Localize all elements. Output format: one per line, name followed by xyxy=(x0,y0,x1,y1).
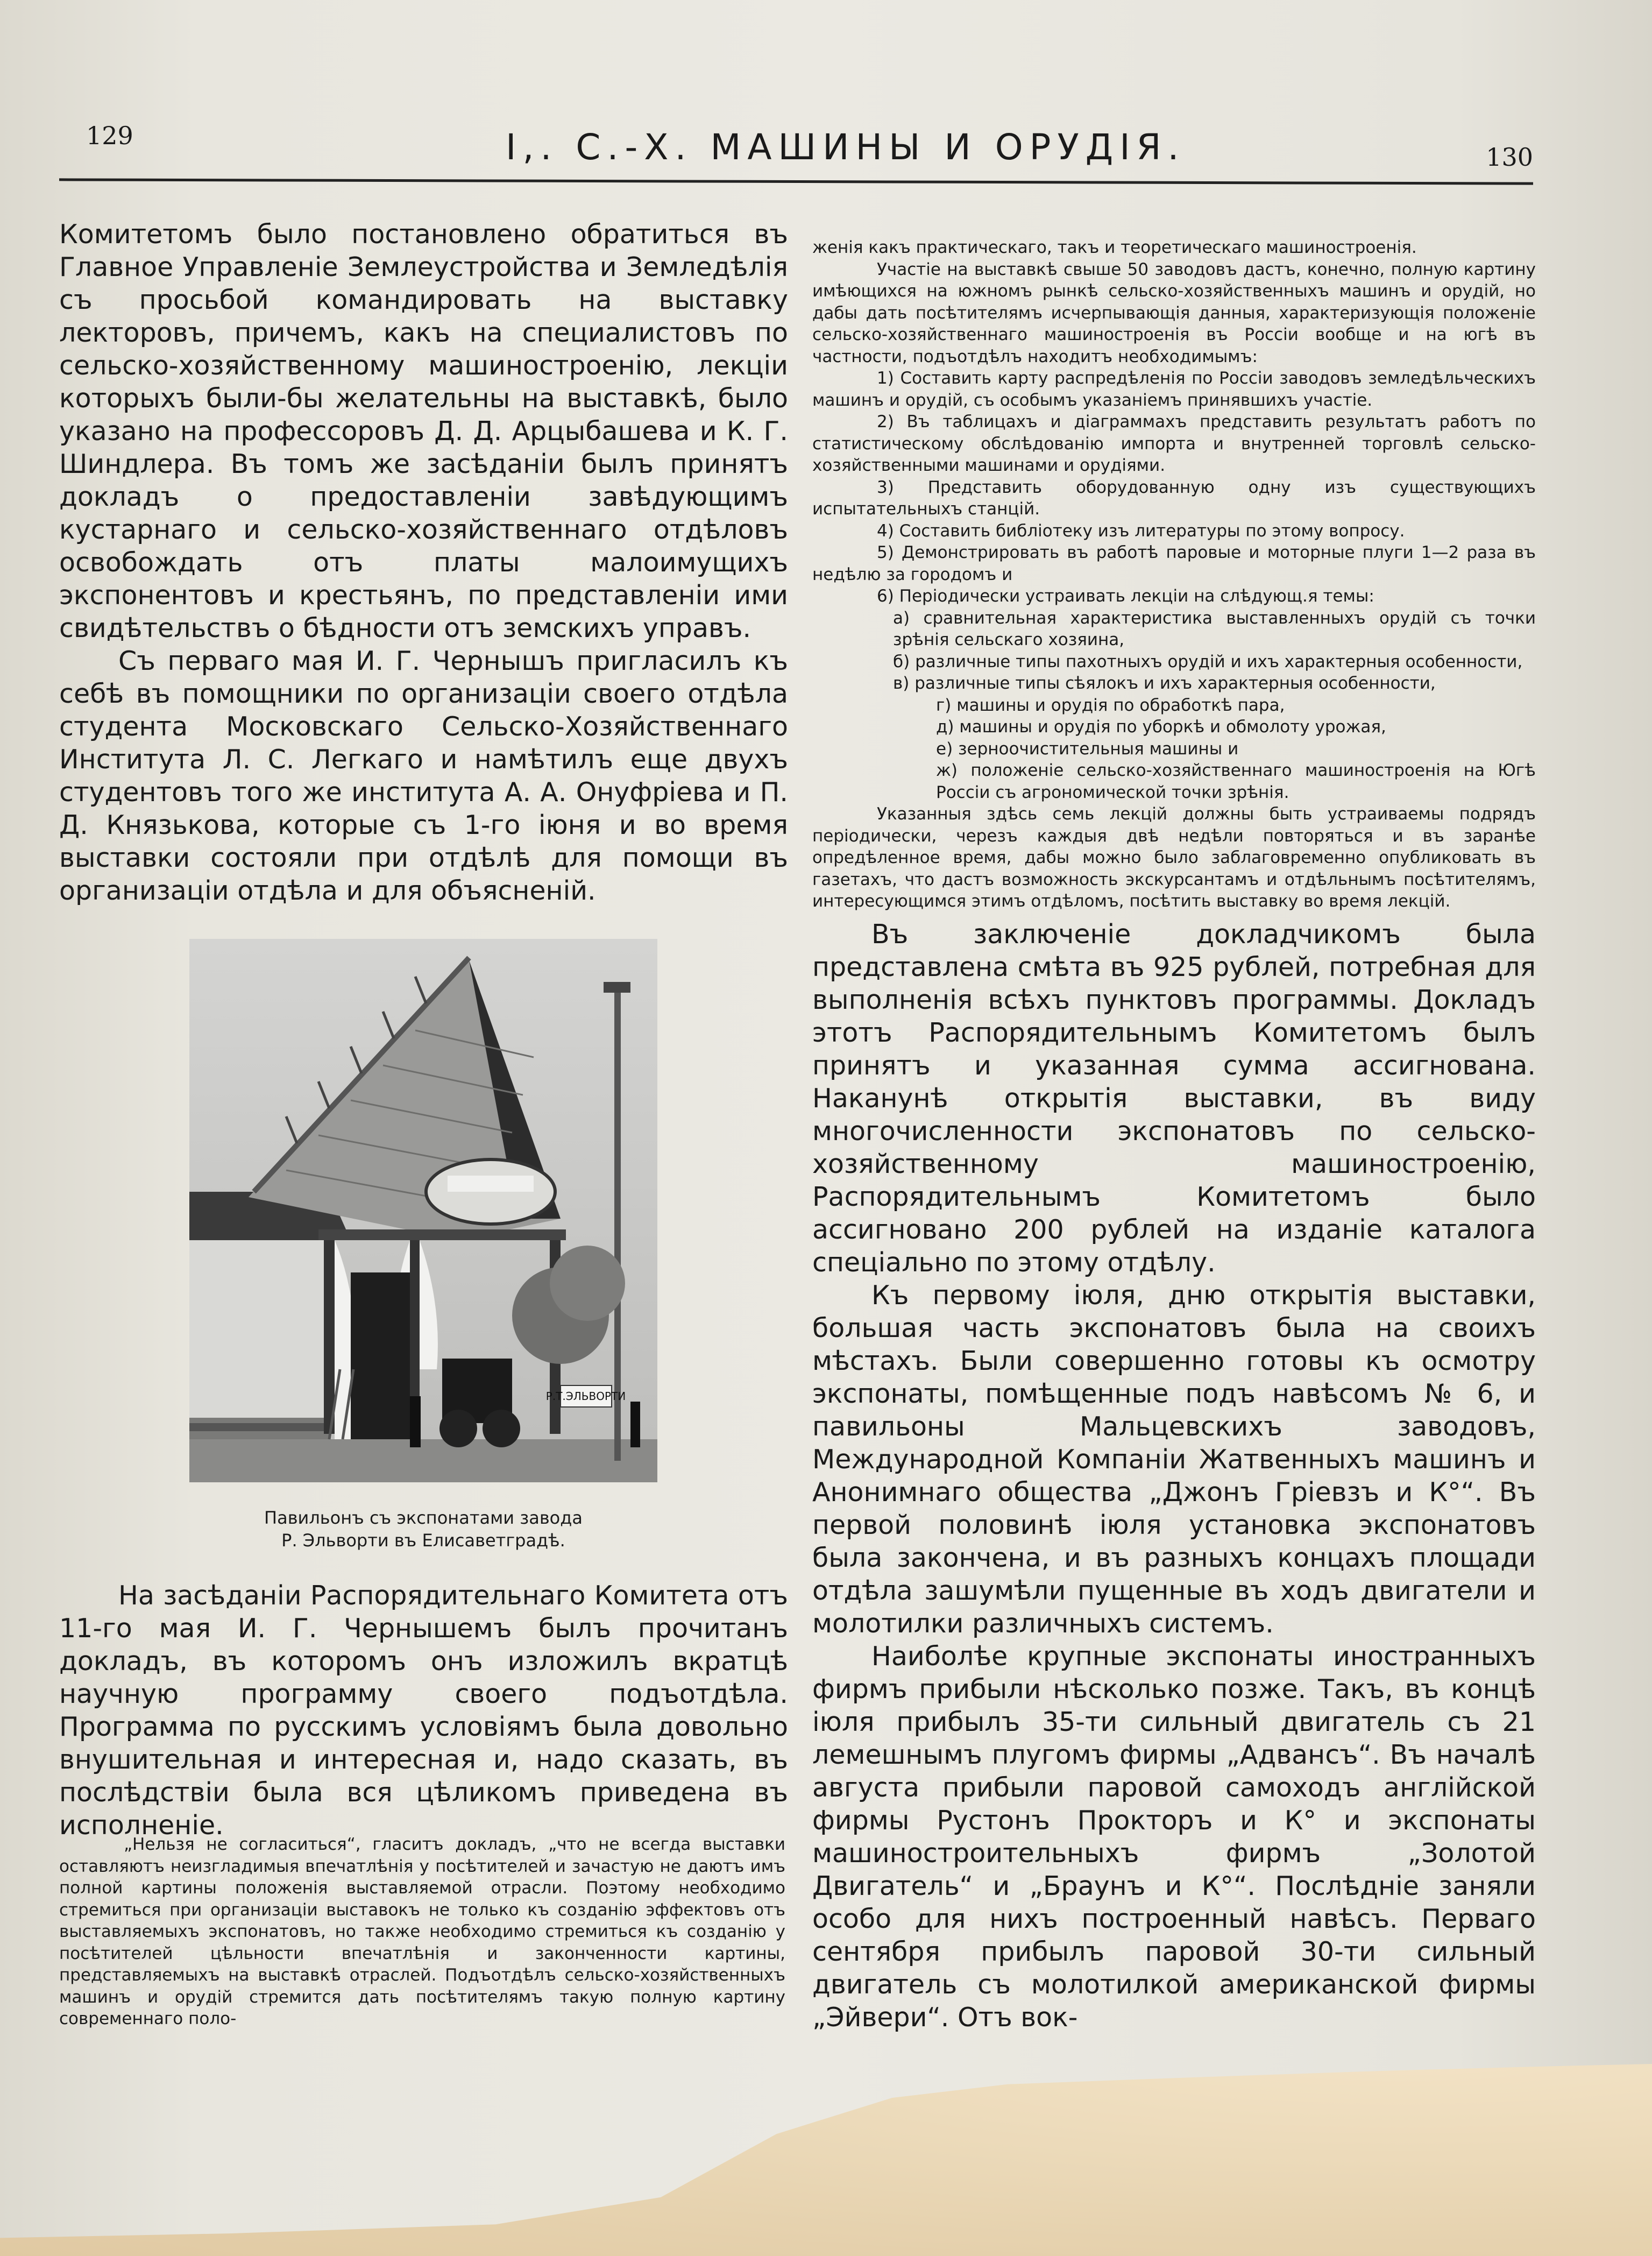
program-item: Указанныя здѣсь семь лекцій должны быть устраиваемы подрядъ періодически, черезъ каждыя двѣ недѣли повторяться и въ заранѣе опредѣленное время, дабы можно было заблаговременно опубликовать въ газетахъ, что дастъ возможность экскурсантамъ и отдѣльнымъ посѣтителямъ, интересующимся этимъ отдѣломъ, посѣтить выставку во время лекцій. xyxy=(812,804,1536,911)
program-list xyxy=(812,237,1536,913)
right-column xyxy=(812,237,1536,2034)
pavilion-illustration xyxy=(189,939,657,1482)
paragraph-committee: Комитетомъ было постановлено обратиться въ Главное Управленіе Землеустройства и Земледѣлія съ просьбой командировать на выставку лекторовъ, причемъ, какъ на специалистовъ по сельско-хозяйственному машиностроенію, лекціи которыхъ были-бы желательны на выставкѣ, было указано на профессоровъ Д. Д. Арцыбашева и К. Г. Шиндлера. Въ томъ же засѣданіи былъ принятъ докладъ о предоставленіи завѣдующимъ кустарнаго и сельско-хозяйственнаго отдѣловъ освобождать отъ платы малоимущихъ экспонентовъ и крестьянъ, по представленіи ими свидѣтельствъ о бѣдности отъ земскихъ управъ. xyxy=(59,219,788,643)
quote-paragraph: „Нельзя не согласиться“, гласитъ докладъ, „что не всегда выставки оставляютъ неизгладимыя впечатлѣнія у посѣтителей и зачастую не даютъ имъ полной картины положенія выставляемой отрасли. Поэтому необходимо стремиться при организаціи выставокъ не только къ созданію эффектовъ отъ выставляемыхъ экспонатовъ, но также необходимо стремиться къ созданію у посѣтителей цѣльности впечатлѣнія и законченности картины, представляемыхъ на выставкѣ отраслей. Подъотдѣлъ сельско-хозяйственныхъ машинъ и орудій стремится дать посѣтителямъ такую полную картину современнаго поло- xyxy=(59,1835,785,2028)
running-title: I,. С.-Х. МАШИНЫ И ОРУДIЯ. xyxy=(506,126,1186,168)
program-item: 3) Представить оборудованную одну изъ существующихъ испытательныхъ станцій. xyxy=(812,477,1536,519)
page-number-right: 130 xyxy=(1486,143,1533,172)
pavilion-photo xyxy=(189,939,657,1482)
caption-line-1: Павильонъ съ экспонатами завода xyxy=(264,1508,583,1528)
page-number-left: 129 xyxy=(86,121,133,150)
paragraph-program: На засѣданіи Распорядительнаго Комитета отъ 11-го мая И. Г. Чернышемъ былъ прочитанъ докладъ, въ которомъ онъ изложилъ вкратцѣ научную программу своего подъотдѣла. Программа по русскимъ условіямъ была довольно внушительная и интересная и, надо сказать, въ послѣдствіи была вся цѣликомъ приведена въ исполненіе. xyxy=(59,1580,788,1841)
photo-caption xyxy=(189,1507,657,1552)
left-column xyxy=(59,218,788,907)
program-item: г) машины и орудія по обработкѣ пара, xyxy=(936,695,1285,715)
right-column-body xyxy=(812,918,1536,2034)
program-item: Участіе на выставкѣ свыше 50 заводовъ дастъ, конечно, полную картину имѣющихся на южномъ рынкѣ сельско-хозяйственныхъ машинъ и орудій, но дабы дать посѣтителямъ исчерпывающія данныя, характеризующія положеніе сельско-хозяйственнаго машиностроенія въ Россіи вообще и на югѣ въ частности, подъотдѣлъ находитъ необходимымъ: xyxy=(812,259,1536,366)
program-item: 1) Составить карту распредѣленія по Россіи заводовъ земледѣльческихъ машинъ и орудій, съ особымъ указаніемъ принявшихъ участіе. xyxy=(812,369,1536,410)
pavilion-sign: Р.Т.ЭЛЬВОРТИ xyxy=(545,1390,626,1403)
paragraph-budget: Въ заключеніе докладчикомъ была представлена смѣта въ 925 рублей, потребная для выполненія всѣхъ пунктовъ программы. Докладъ этотъ Распорядительнымъ Комитетомъ былъ принятъ и указанная сумма ассигнована. Наканунѣ открытія выставки, въ виду многочисленности экспонатовъ по сельско-хозяйственному машиностроенію, Распорядительнымъ Комитетомъ было ассигновано 200 рублей на изданіе каталога спеціально по этому отдѣлу. xyxy=(812,918,1536,1278)
program-item: а) сравнительная характеристика выставленныхъ орудій съ точки зрѣнія сельскаго хозяина, xyxy=(893,608,1536,649)
program-item: д) машины и орудія по уборкѣ и обмолоту урожая, xyxy=(936,717,1386,737)
left-column-quote xyxy=(59,1834,785,2030)
caption-line-2: Р. Эльворти въ Елисаветградѣ. xyxy=(281,1530,565,1551)
program-item: 6) Періодически устраивать лекціи на слѣдующ.я темы: xyxy=(877,586,1374,606)
program-item: 5) Демонстрировать въ работѣ паровые и моторные плуги 1—2 раза въ недѣлю за городомъ и xyxy=(812,543,1536,584)
program-item: е) зерноочистительныя машины и xyxy=(936,739,1239,759)
program-item: ж) положеніе сельско-хозяйственнаго машиностроенія на Югѣ Россіи съ агрономической точки зрѣнія. xyxy=(936,761,1536,802)
program-item: 4) Составить библіотеку изъ литературы по этому вопросу. xyxy=(877,521,1405,541)
page-header xyxy=(59,116,1533,180)
left-column-lower xyxy=(59,1579,788,1842)
program-item: б) различные типы пахотныхъ орудій и ихъ характерныя особенности, xyxy=(893,652,1523,671)
paragraph-assistants: Съ перваго мая И. Г. Чернышъ пригласилъ къ себѣ въ помощники по организаціи своего отдѣла студента Московскаго Сельско-Хозяйственнаго Института Л. С. Легкаго и намѣтилъ еще двухъ студентовъ того же института А. А. Онуфріева и П. Д. Князькова, которые съ 1-го іюня и во время выставки состояли при отдѣлѣ для помощи въ организаціи отдѣла и для объясненій. xyxy=(59,646,788,906)
paragraph-foreign-firms: Наиболѣе крупные экспонаты иностранныхъ фирмъ прибыли нѣсколько позже. Такъ, въ концѣ іюля прибылъ 35-ти сильный двигатель съ 21 лемешнымъ плугомъ фирмы „Адвансъ“. Въ началѣ августа прибыли паровой самоходъ англійской фирмы Рустонъ Прокторъ и К° и экспонаты машиностроительныхъ фирмъ „Золотой Двигатель“ и „Браунъ и К°“. Послѣдніе заняли особо для нихъ построенный навѣсъ. Перваго сентября прибылъ паровой 30-ти сильный двигатель съ молотилкой американской фирмы „Эйвери“. Отъ вок- xyxy=(812,1640,1536,2033)
program-item: 2) Въ таблицахъ и діаграммахъ представить результатъ работъ по статистическому обслѣдованію импорта и внутренней торговлѣ сельско-хозяйственными машинами и орудіями. xyxy=(812,412,1536,475)
program-item: женія какъ практическаго, такъ и теоретическаго машиностроенія. xyxy=(812,238,1417,257)
paragraph-opening: Къ первому іюля, дню открытія выставки, большая часть экспонатовъ была на своихъ мѣстахъ. Были совершенно готовы къ осмотру экспонаты, помѣщенные подъ навѣсомъ № 6, и павильоны Мальцевскихъ заводовъ, Международной Компаніи Жатвенныхъ машинъ и Анонимнаго общества „Джонъ Гріевзъ и К°“. Въ первой половинѣ іюля установка экспонатовъ была закончена, и въ разныхъ концахъ площади отдѣла зашумѣли пущенные въ ходъ двигатели и молотилки различныхъ системъ. xyxy=(812,1279,1536,1639)
program-item: в) различные типы сѣялокъ и ихъ характерныя особенности, xyxy=(893,674,1436,693)
